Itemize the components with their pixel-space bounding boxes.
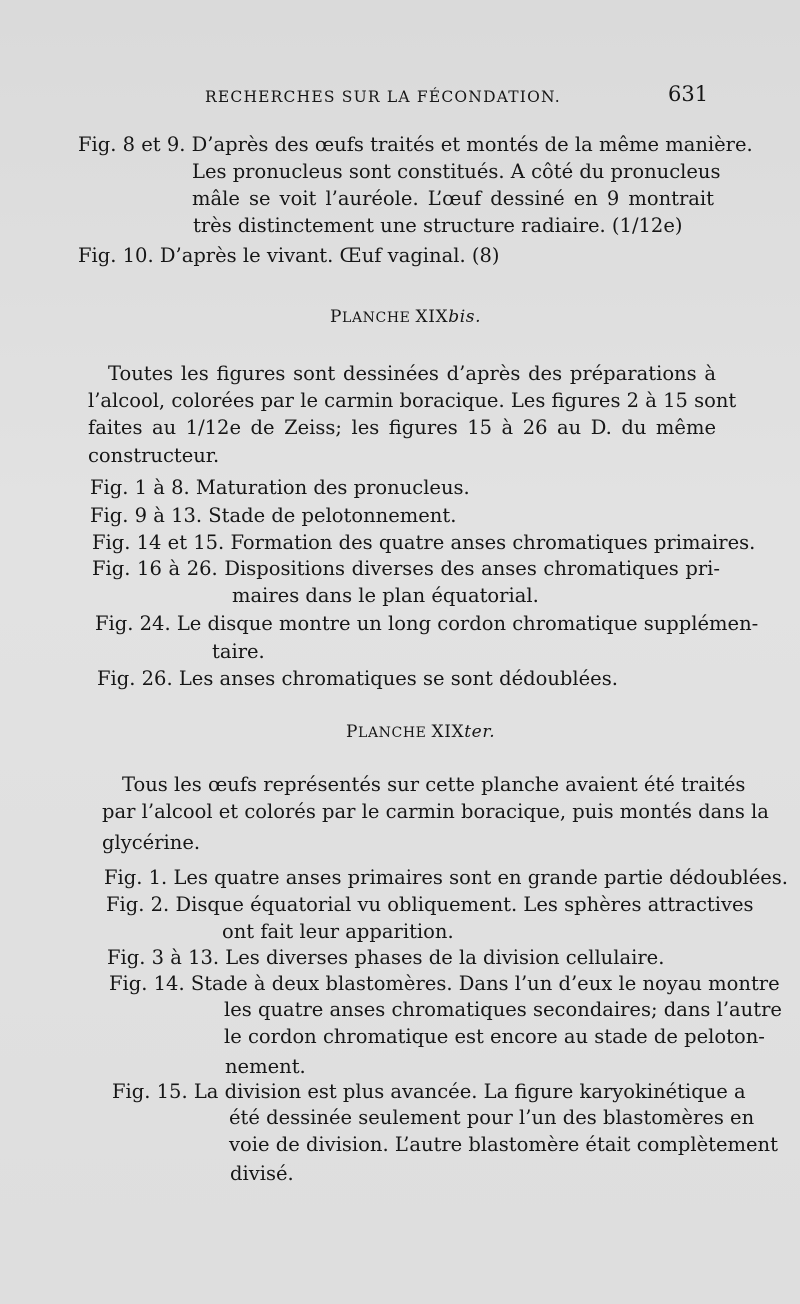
list-item-continuation: voie de division. L’autre blastomère était complètement xyxy=(229,1133,778,1156)
heading-roman: XIX xyxy=(431,722,465,742)
text-line: glycérine. xyxy=(102,831,201,854)
heading-italic: ter. xyxy=(464,722,496,742)
page-number: 631 xyxy=(668,82,709,106)
heading-roman: XIX xyxy=(415,307,449,327)
list-item: Fig. 9 à 13. Stade de pelotonnement. xyxy=(90,504,457,527)
list-item: Fig. 14 et 15. Formation des quatre anses chromatiques primaires. xyxy=(92,531,756,554)
text-line: Fig. 8 et 9. D’après des œufs traités et montés de la même manière. xyxy=(78,133,753,156)
heading-initial: P xyxy=(346,722,359,742)
text-line: Les pronucleus sont constitués. A côté du pronucleus xyxy=(192,160,721,183)
text-line: Fig. 10. D’après le vivant. Œuf vaginal. (8) xyxy=(78,244,500,267)
running-title: RECHERCHES SUR LA FÉCONDATION. xyxy=(205,88,561,106)
plate-heading-ter xyxy=(346,722,495,742)
heading-initial: P xyxy=(330,307,343,327)
running-header xyxy=(0,82,800,112)
heading-italic: bis. xyxy=(448,307,482,327)
text-line: Toutes les figures sont dessinées d’après des préparations à xyxy=(108,362,716,385)
list-item: Fig. 15. La division est plus avancée. La figure karyokinétique a xyxy=(112,1080,746,1103)
plate-heading-bis xyxy=(330,307,481,327)
text-line: constructeur. xyxy=(88,444,220,467)
list-item: Fig. 16 à 26. Dispositions diverses des anses chromatiques pri- xyxy=(92,557,720,580)
list-item-continuation: taire. xyxy=(212,640,265,663)
list-item-continuation: divisé. xyxy=(230,1162,294,1185)
list-item: Fig. 24. Le disque montre un long cordon chromatique supplémen- xyxy=(95,612,759,635)
list-item: Fig. 14. Stade à deux blastomères. Dans l’un d’eux le noyau montre xyxy=(109,972,780,995)
heading-smallcaps: LANCHE xyxy=(358,725,427,741)
list-item: Fig. 2. Disque équatorial vu obliquement. Les sphères attractives xyxy=(106,893,754,916)
list-item: Fig. 1 à 8. Maturation des pronucleus. xyxy=(90,476,470,499)
list-item: Fig. 1. Les quatre anses primaires sont en grande partie dédoublées. xyxy=(104,866,789,889)
list-item-continuation: ont fait leur apparition. xyxy=(222,920,454,943)
heading-smallcaps: LANCHE xyxy=(342,310,411,326)
list-item: Fig. 3 à 13. Les diverses phases de la division cellulaire. xyxy=(107,946,665,969)
text-line: très distinctement une structure radiaire. (1/12e) xyxy=(193,214,683,237)
list-item-continuation: nement. xyxy=(225,1055,306,1078)
list-item-continuation: maires dans le plan équatorial. xyxy=(232,584,539,607)
list-item: Fig. 26. Les anses chromatiques se sont dédoublées. xyxy=(97,667,618,690)
text-line: faites au 1/12e de Zeiss; les figures 15 à 26 au D. du même xyxy=(88,416,716,439)
list-item-continuation: été dessinée seulement pour l’un des blastomères en xyxy=(229,1106,755,1129)
text-line: mâle se voit l’auréole. L’œuf dessiné en 9 montrait xyxy=(192,187,714,210)
text-line: l’alcool, colorées par le carmin boracique. Les figures 2 à 15 sont xyxy=(88,389,737,412)
text-line: par l’alcool et colorés par le carmin boracique, puis montés dans la xyxy=(102,800,769,823)
list-item-continuation: le cordon chromatique est encore au stade de peloton- xyxy=(224,1025,765,1048)
list-item-continuation: les quatre anses chromatiques secondaires; dans l’autre xyxy=(224,998,782,1021)
text-line: Tous les œufs représentés sur cette planche avaient été traités xyxy=(122,773,746,796)
